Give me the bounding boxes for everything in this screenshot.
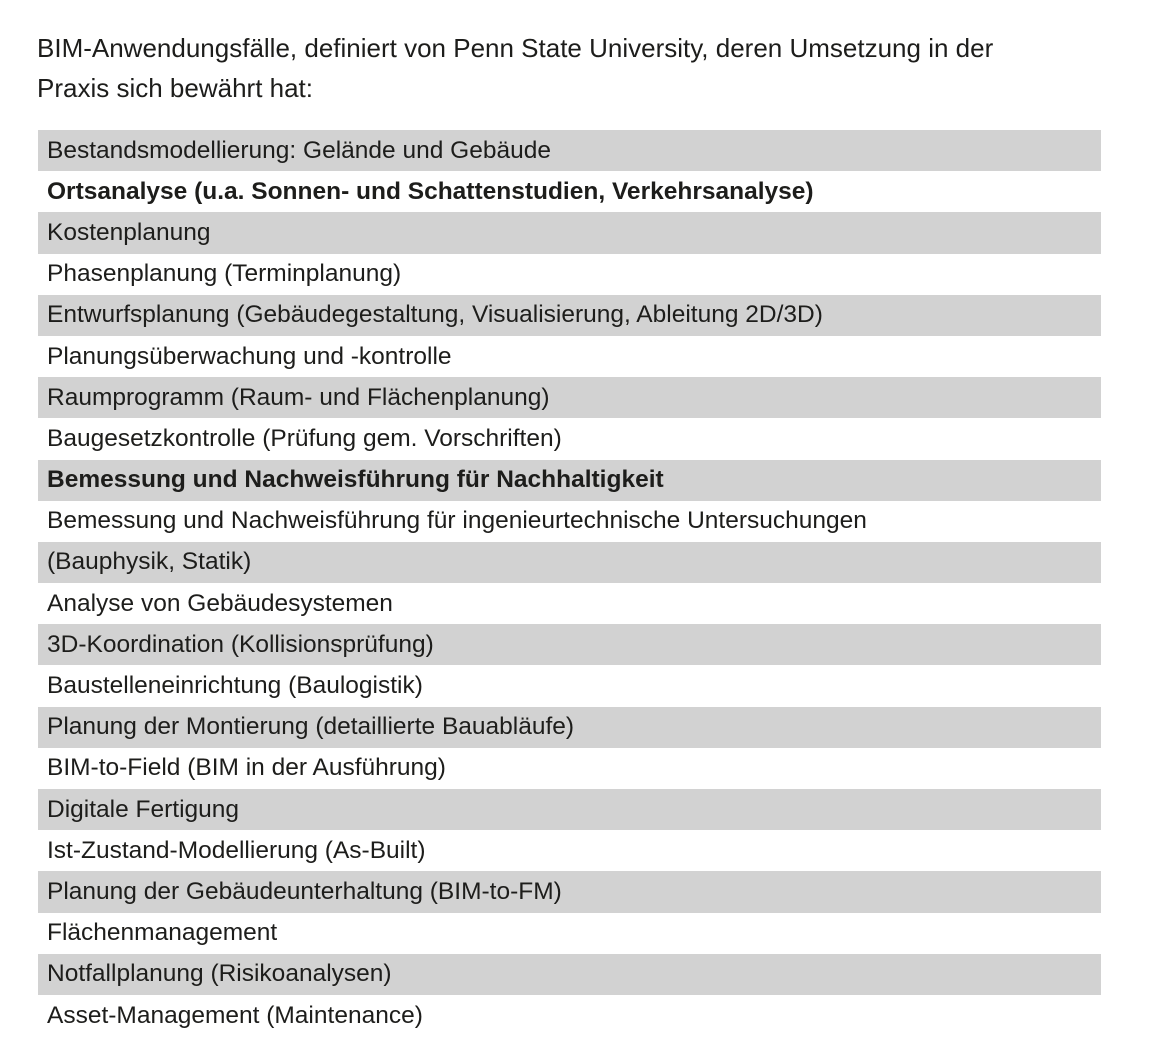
- table-row: [38, 789, 1101, 830]
- table-row: [38, 212, 1101, 253]
- table-row-label: Baugesetzkontrolle (Prüfung gem. Vorschriften): [47, 424, 562, 452]
- table-row-label: Asset-Management (Maintenance): [47, 1001, 423, 1029]
- intro-line-2: Praxis sich bewährt hat:: [37, 73, 314, 103]
- table-row: [38, 336, 1101, 377]
- table-row: [38, 377, 1101, 418]
- table-row: [38, 995, 1101, 1036]
- table-row-label: BIM-to-Field (BIM in der Ausführung): [47, 754, 446, 782]
- table-row-label: Planungsüberwachung und -kontrolle: [47, 342, 452, 370]
- table-row: [38, 624, 1101, 665]
- table-row-label: Planung der Montierung (detaillierte Bauabläufe): [47, 713, 575, 741]
- table-row: [38, 542, 1101, 583]
- intro-line-1: BIM-Anwendungsfälle, definiert von Penn State University, deren Umsetzung in der: [37, 33, 994, 63]
- table-row: [38, 501, 1101, 542]
- table-row: [38, 171, 1101, 212]
- table-row: [38, 130, 1101, 171]
- table-row-label: Kostenplanung: [47, 218, 211, 246]
- table-row: [38, 254, 1101, 295]
- table-row: [38, 418, 1101, 459]
- table-row: [38, 583, 1101, 624]
- table-row: [38, 460, 1101, 501]
- table-row-label: Planung der Gebäudeunterhaltung (BIM-to-FM): [47, 877, 562, 905]
- table-row-label: Raumprogramm (Raum- und Flächenplanung): [47, 383, 550, 411]
- intro-text: [37, 28, 1107, 108]
- table-row-label: Bemessung und Nachweisführung für ingenieurtechnische Untersuchungen: [47, 507, 867, 535]
- table-row-label: Analyse von Gebäudesystemen: [47, 589, 393, 617]
- table-row: [38, 295, 1101, 336]
- table-row-label: Ist-Zustand-Modellierung (As-Built): [47, 836, 426, 864]
- table-row-label: Digitale Fertigung: [47, 795, 240, 823]
- table-row: [38, 871, 1101, 912]
- table-row-label: 3D-Koordination (Kollisionsprüfung): [47, 630, 434, 658]
- table-row-label: Bemessung und Nachweisführung für Nachhaltigkeit: [47, 466, 664, 494]
- table-row-label: Notfallplanung (Risikoanalysen): [47, 960, 392, 988]
- table-row: [38, 913, 1101, 954]
- table-row-label: Bestandsmodellierung: Gelände und Gebäude: [47, 136, 551, 164]
- table-row: [38, 707, 1101, 748]
- table-row-label: Entwurfsplanung (Gebäudegestaltung, Visualisierung, Ableitung 2D/3D): [47, 301, 823, 329]
- table-row-label: Ortsanalyse (u.a. Sonnen- und Schattenstudien, Verkehrsanalyse): [47, 177, 814, 205]
- table-row-label: Phasenplanung (Terminplanung): [47, 260, 402, 288]
- table-row: [38, 748, 1101, 789]
- table-row-label: (Bauphysik, Statik): [47, 548, 252, 576]
- table-row-label: Flächenmanagement: [47, 919, 278, 947]
- table-row-label: Baustelleneinrichtung (Baulogistik): [47, 672, 423, 700]
- table-row: [38, 830, 1101, 871]
- table-row: [38, 665, 1101, 706]
- use-case-table: [38, 130, 1101, 1036]
- table-row: [38, 954, 1101, 995]
